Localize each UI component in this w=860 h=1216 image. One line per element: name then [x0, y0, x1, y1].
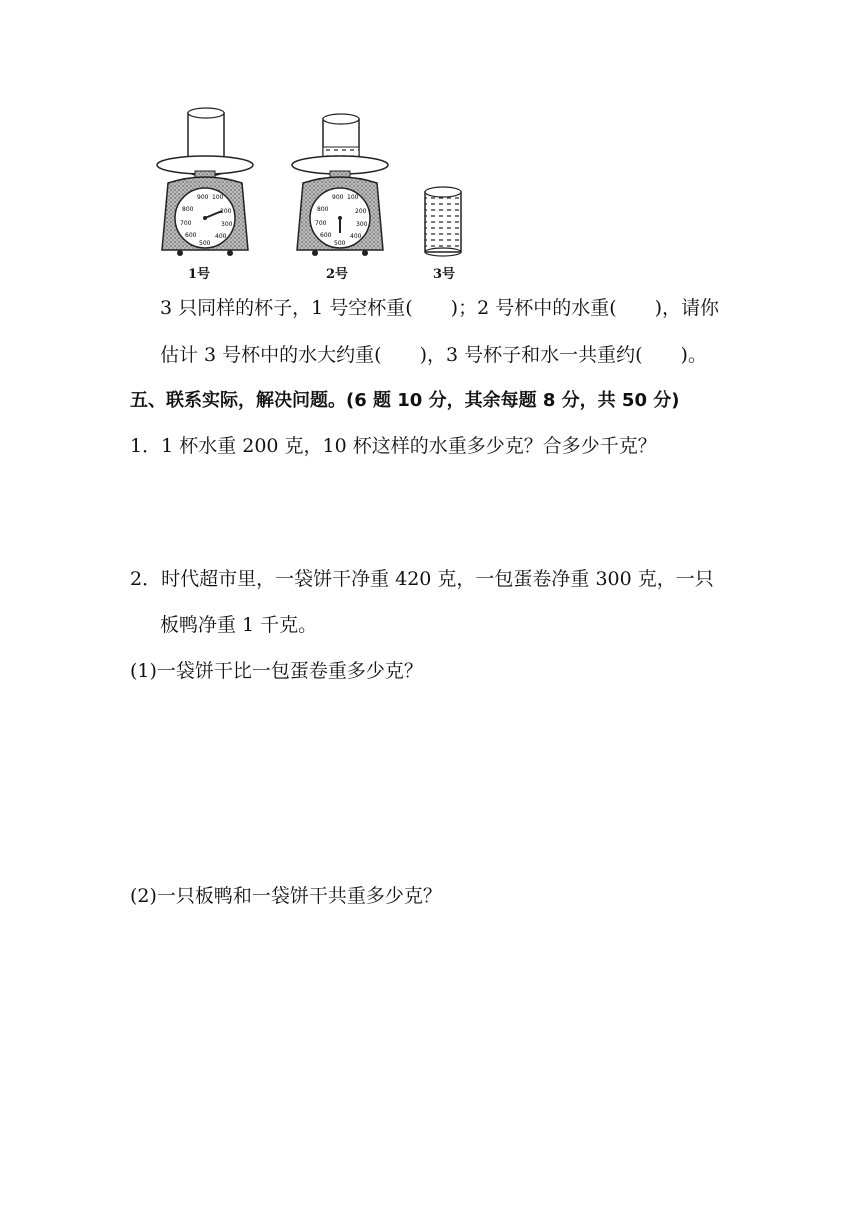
svg-text:900: 900	[197, 194, 209, 201]
svg-text:700: 700	[315, 220, 327, 227]
question-2-line-2: 板鸭净重 1 千克。	[160, 614, 318, 636]
caption-3: 3号	[433, 267, 456, 282]
svg-text:600: 600	[185, 232, 197, 239]
question-2-line-1: 2．时代超市里，一袋饼干净重 420 克，一包蛋卷净重 300 克，一只	[130, 568, 714, 590]
cup-3	[425, 187, 461, 256]
question-2-sub-2: (2)一只板鸭和一袋饼干共重多少克？	[130, 885, 442, 907]
svg-text:400: 400	[350, 233, 362, 240]
question-1: 1．1 杯水重 200 克，10 杯这样的水重多少克？合多少千克？	[130, 435, 657, 457]
caption-1: 1号	[188, 267, 211, 282]
scale-1	[157, 108, 253, 256]
section-heading: 五、联系实际，解决问题。(6 题 10 分，其余每题 8 分，共 50 分)	[130, 390, 680, 411]
scale-2	[292, 114, 388, 256]
question-2-sub-1: (1)一袋饼干比一包蛋卷重多少克？	[130, 660, 423, 682]
scales-figure	[150, 105, 480, 285]
svg-text:300: 300	[356, 221, 368, 228]
svg-text:500: 500	[334, 240, 346, 247]
svg-text:800: 800	[182, 206, 194, 213]
svg-text:500: 500	[199, 240, 211, 247]
svg-text:900: 900	[332, 194, 344, 201]
svg-text:200: 200	[355, 208, 367, 215]
svg-text:700: 700	[180, 220, 192, 227]
svg-text:300: 300	[221, 221, 233, 228]
svg-text:400: 400	[215, 233, 227, 240]
svg-text:100: 100	[347, 194, 359, 201]
question-text-line-2: 估计 3 号杯中的水大约重( )，3 号杯子和水一共重约( )。	[160, 344, 707, 366]
question-text-line-1: 3 只同样的杯子，1 号空杯重( )；2 号杯中的水重( )，请你	[160, 297, 720, 319]
svg-text:100: 100	[212, 194, 224, 201]
svg-text:600: 600	[320, 232, 332, 239]
scales-illustration	[150, 105, 480, 285]
caption-2: 2号	[326, 267, 349, 282]
svg-text:800: 800	[317, 206, 329, 213]
svg-text:200: 200	[220, 208, 232, 215]
